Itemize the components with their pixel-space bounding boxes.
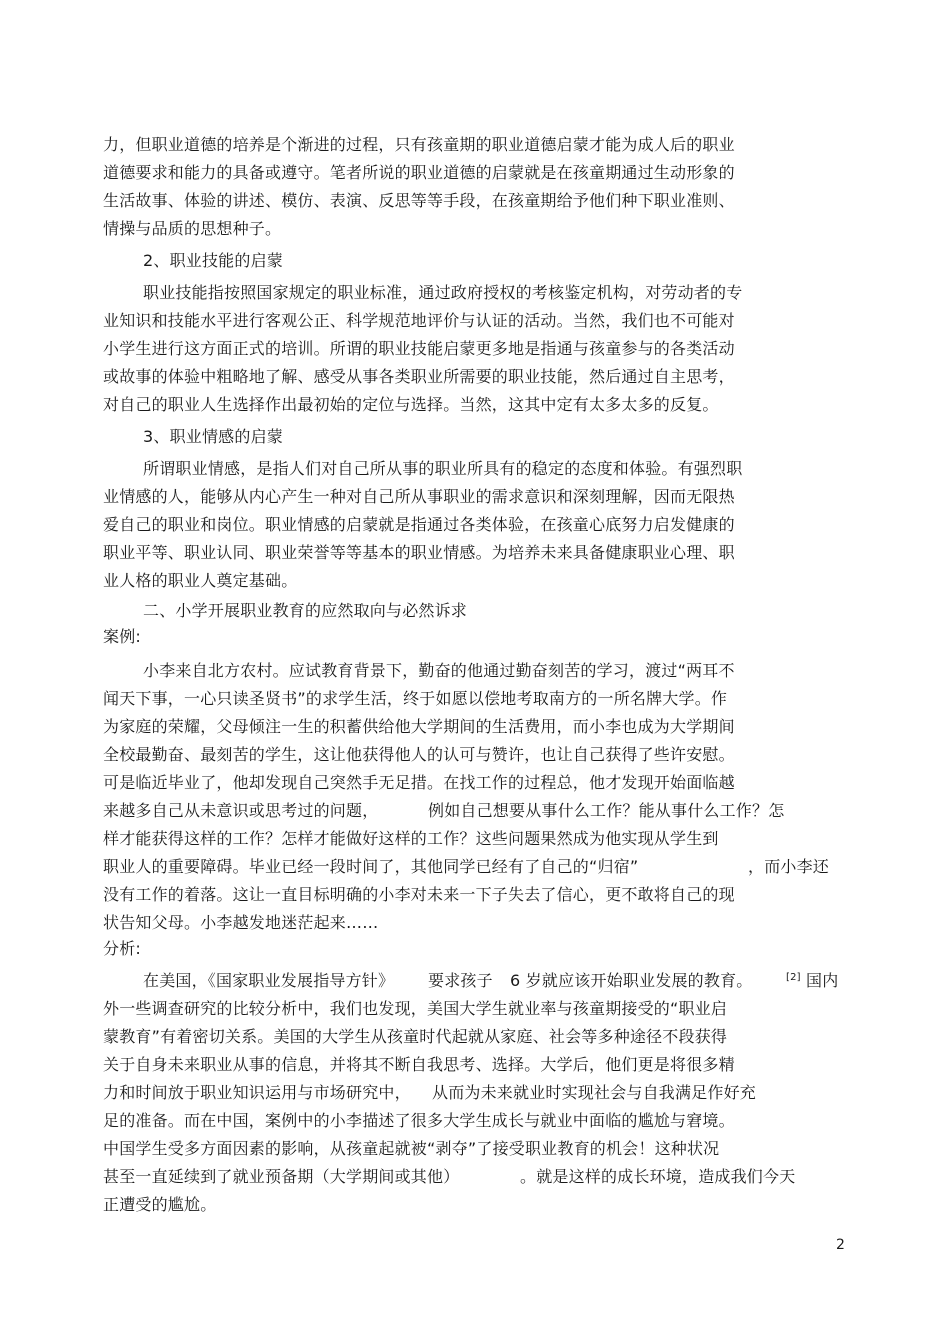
case-label: 案例: [103, 627, 141, 646]
analysis-text-line: 关于自身未来职业从事的信息，并将其不断自我思考、选择。大学后，他们更是将很多精 [103, 1055, 735, 1074]
body-text-line: 爱自己的职业和岗位。职业情感的启蒙就是指通过各类体验，在孩童心底努力启发健康的 [103, 515, 735, 534]
analysis-text-line: 足的准备。而在中国，案例中的小李描述了很多大学生成长与就业中面临的尴尬与窘境。 [103, 1111, 735, 1130]
analysis-text-line: 要求孩子 [428, 971, 493, 990]
case-text-line: 没有工作的着落。这让一直目标明确的小李对未来一下子失去了信心，更不敢将自己的现 [103, 885, 735, 904]
analysis-text-line: 外一些调查研究的比较分析中，我们也发现，美国大学生就业率与孩童期接受的“职业启 [103, 999, 728, 1018]
case-text-line: 可是临近毕业了，他却发现自己突然手无足措。在找工作的过程总，他才发现开始面临越 [103, 773, 735, 792]
citation-ref [786, 970, 801, 995]
analysis-text-line: 从而为未来就业时实现社会与自我满足作好充 [432, 1083, 757, 1102]
case-text-line: 全校最勤奋、最刻苦的学生，这让他获得他人的认可与赞许，也让自己获得了些许安慰。 [103, 745, 735, 764]
analysis-text-line: 甚至一直延续到了就业预备期（大学期间或其他） [103, 1167, 460, 1186]
body-text-line: 业知识和技能水平进行客观公正、科学规范地评价与认证的活动。当然，我们也不可能对 [103, 311, 735, 330]
analysis-label: 分析: [103, 939, 141, 958]
analysis-text-line: 在美国，《国家职业发展指导方针》 [143, 971, 395, 990]
analysis-text-line: 国内 [806, 971, 839, 990]
body-text-line: 职业平等、职业认同、职业荣誉等等基本的职业情感。为培养未来具备健康职业心理、职 [103, 543, 735, 562]
case-text-line: 闻天下事，一心只读圣贤书”的求学生活，终于如愿以偿地考取南方的一所名牌大学。作 [103, 689, 728, 708]
case-text-line: 例如自己想要从事什么工作？能从事什么工作？怎 [428, 801, 785, 820]
analysis-text-line: 。就是这样的成长环境，造成我们今天 [520, 1167, 796, 1186]
case-text-line: 职业人的重要障碍。毕业已经一段时间了，其他同学已经有了自己的“归宿” [103, 857, 639, 876]
body-text-line: 业情感的人，能够从内心产生一种对自己所从事职业的需求意识和深刻理解，因而无限热 [103, 487, 735, 506]
analysis-text-line: 中国学生受多方面因素的影响，从孩童起就被“剥夺”了接受职业教育的机会！这种状况 [103, 1139, 720, 1158]
body-text-line: 业人格的职业人奠定基础。 [103, 571, 298, 590]
analysis-text-line: 蒙教育”有着密切关系。美国的大学生从孩童时代起就从家庭、社会等多种途径不段获得 [103, 1027, 728, 1046]
analysis-text-line: 正遭受的尴尬。 [103, 1195, 217, 1214]
body-text-line: 道德要求和能力的具备或遵守。笔者所说的职业道德的启蒙就是在孩童期通过生动形象的 [103, 163, 735, 182]
citation-superscript: [2] [786, 972, 801, 983]
analysis-text-line: 6 岁就应该开始职业发展的教育。 [510, 971, 753, 990]
case-text-line: 为家庭的荣耀，父母倾注一生的积蓄供给他大学期间的生活费用，而小李也成为大学期间 [103, 717, 735, 736]
section-heading: 3、职业情感的启蒙 [143, 427, 283, 446]
case-text-line: 小李来自北方农村。应试教育背景下，勤奋的他通过勤奋刻苦的学习，渡过“两耳不 [143, 661, 735, 680]
body-text-line: 力，但职业道德的培养是个渐进的过程，只有孩童期的职业道德启蒙才能为成人后的职业 [103, 135, 735, 154]
case-text-line: 样才能获得这样的工作？怎样才能做好这样的工作？这些问题果然成为他实现从学生到 [103, 829, 719, 848]
body-text-line: 对自己的职业人生选择作出最初始的定位与选择。当然，这其中定有太多太多的反复。 [103, 395, 719, 414]
section-heading: 2、职业技能的启蒙 [143, 251, 283, 270]
case-text-line: ，而小李还 [748, 857, 830, 876]
case-text-line: 来越多自己从未意识或思考过的问题， [103, 801, 379, 820]
analysis-text-line: 力和时间放于职业知识运用与市场研究中， [103, 1083, 411, 1102]
body-text-line: 生活故事、体验的讲述、模仿、表演、反思等等手段，在孩童期给予他们种下职业准则、 [103, 191, 735, 210]
body-text-line: 所谓职业情感，是指人们对自己所从事的职业所具有的稳定的态度和体验。有强烈职 [143, 459, 743, 478]
body-text-line: 或故事的体验中粗略地了解、感受从事各类职业所需要的职业技能，然后通过自主思考， [103, 367, 735, 386]
body-text-line: 小学生进行这方面正式的培训。所谓的职业技能启蒙更多地是指通与孩童参与的各类活动 [103, 339, 735, 358]
body-text-line: 情操与品质的思想种子。 [103, 219, 282, 238]
case-text-line: 状告知父母。小李越发地迷茫起来…… [103, 913, 379, 932]
section-heading: 二、小学开展职业教育的应然取向与必然诉求 [143, 601, 468, 620]
page-number: 2 [836, 1237, 845, 1253]
body-text-line: 职业技能指按照国家规定的职业标准，通过政府授权的考核鉴定机构，对劳动者的专 [143, 283, 743, 302]
